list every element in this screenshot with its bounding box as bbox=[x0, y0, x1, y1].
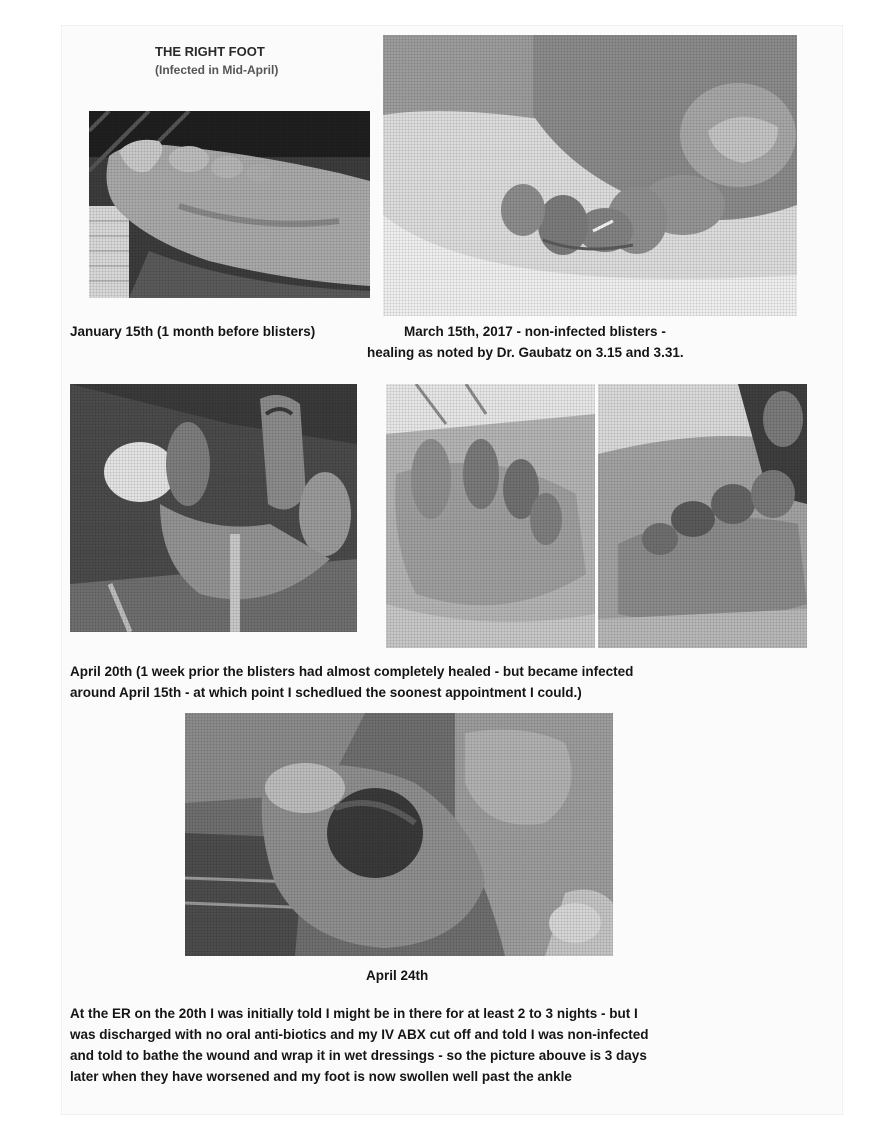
caption-april20-line1: April 20th (1 week prior the blisters had almost completely healed - but became infected bbox=[70, 664, 634, 679]
caption-april24: April 24th bbox=[366, 968, 429, 983]
photo-april-20-a bbox=[70, 384, 357, 632]
caption-january: January 15th (1 month before blisters) bbox=[70, 324, 316, 339]
photo-january-15 bbox=[89, 111, 370, 298]
page-subtitle: (Infected in Mid-April) bbox=[155, 63, 279, 77]
narrative-line-3: and told to bathe the wound and wrap it in wet dressings - so the picture abouve is 3 days bbox=[70, 1048, 647, 1063]
photo-april-20-b bbox=[386, 384, 595, 648]
caption-march-line2: healing as noted by Dr. Gaubatz on 3.15 and 3.31. bbox=[367, 345, 684, 360]
caption-march-line1: March 15th, 2017 - non-infected blisters - bbox=[404, 324, 666, 339]
photo-april-20-c bbox=[598, 384, 807, 648]
narrative-line-4: later when they have worsened and my foot is now swollen well past the ankle bbox=[70, 1069, 572, 1084]
narrative-line-1: At the ER on the 20th I was initially told I might be in there for at least 2 to 3 nights - but I bbox=[70, 1006, 638, 1021]
photo-march-15 bbox=[383, 35, 797, 316]
photo-april-24 bbox=[185, 713, 613, 956]
caption-april20-line2: around April 15th - at which point I schedlued the soonest appointment I could.) bbox=[70, 685, 582, 700]
narrative-line-2: was discharged with no oral anti-biotics and my IV ABX cut off and told I was non-infected bbox=[70, 1027, 649, 1042]
page-title: THE RIGHT FOOT bbox=[155, 44, 265, 59]
